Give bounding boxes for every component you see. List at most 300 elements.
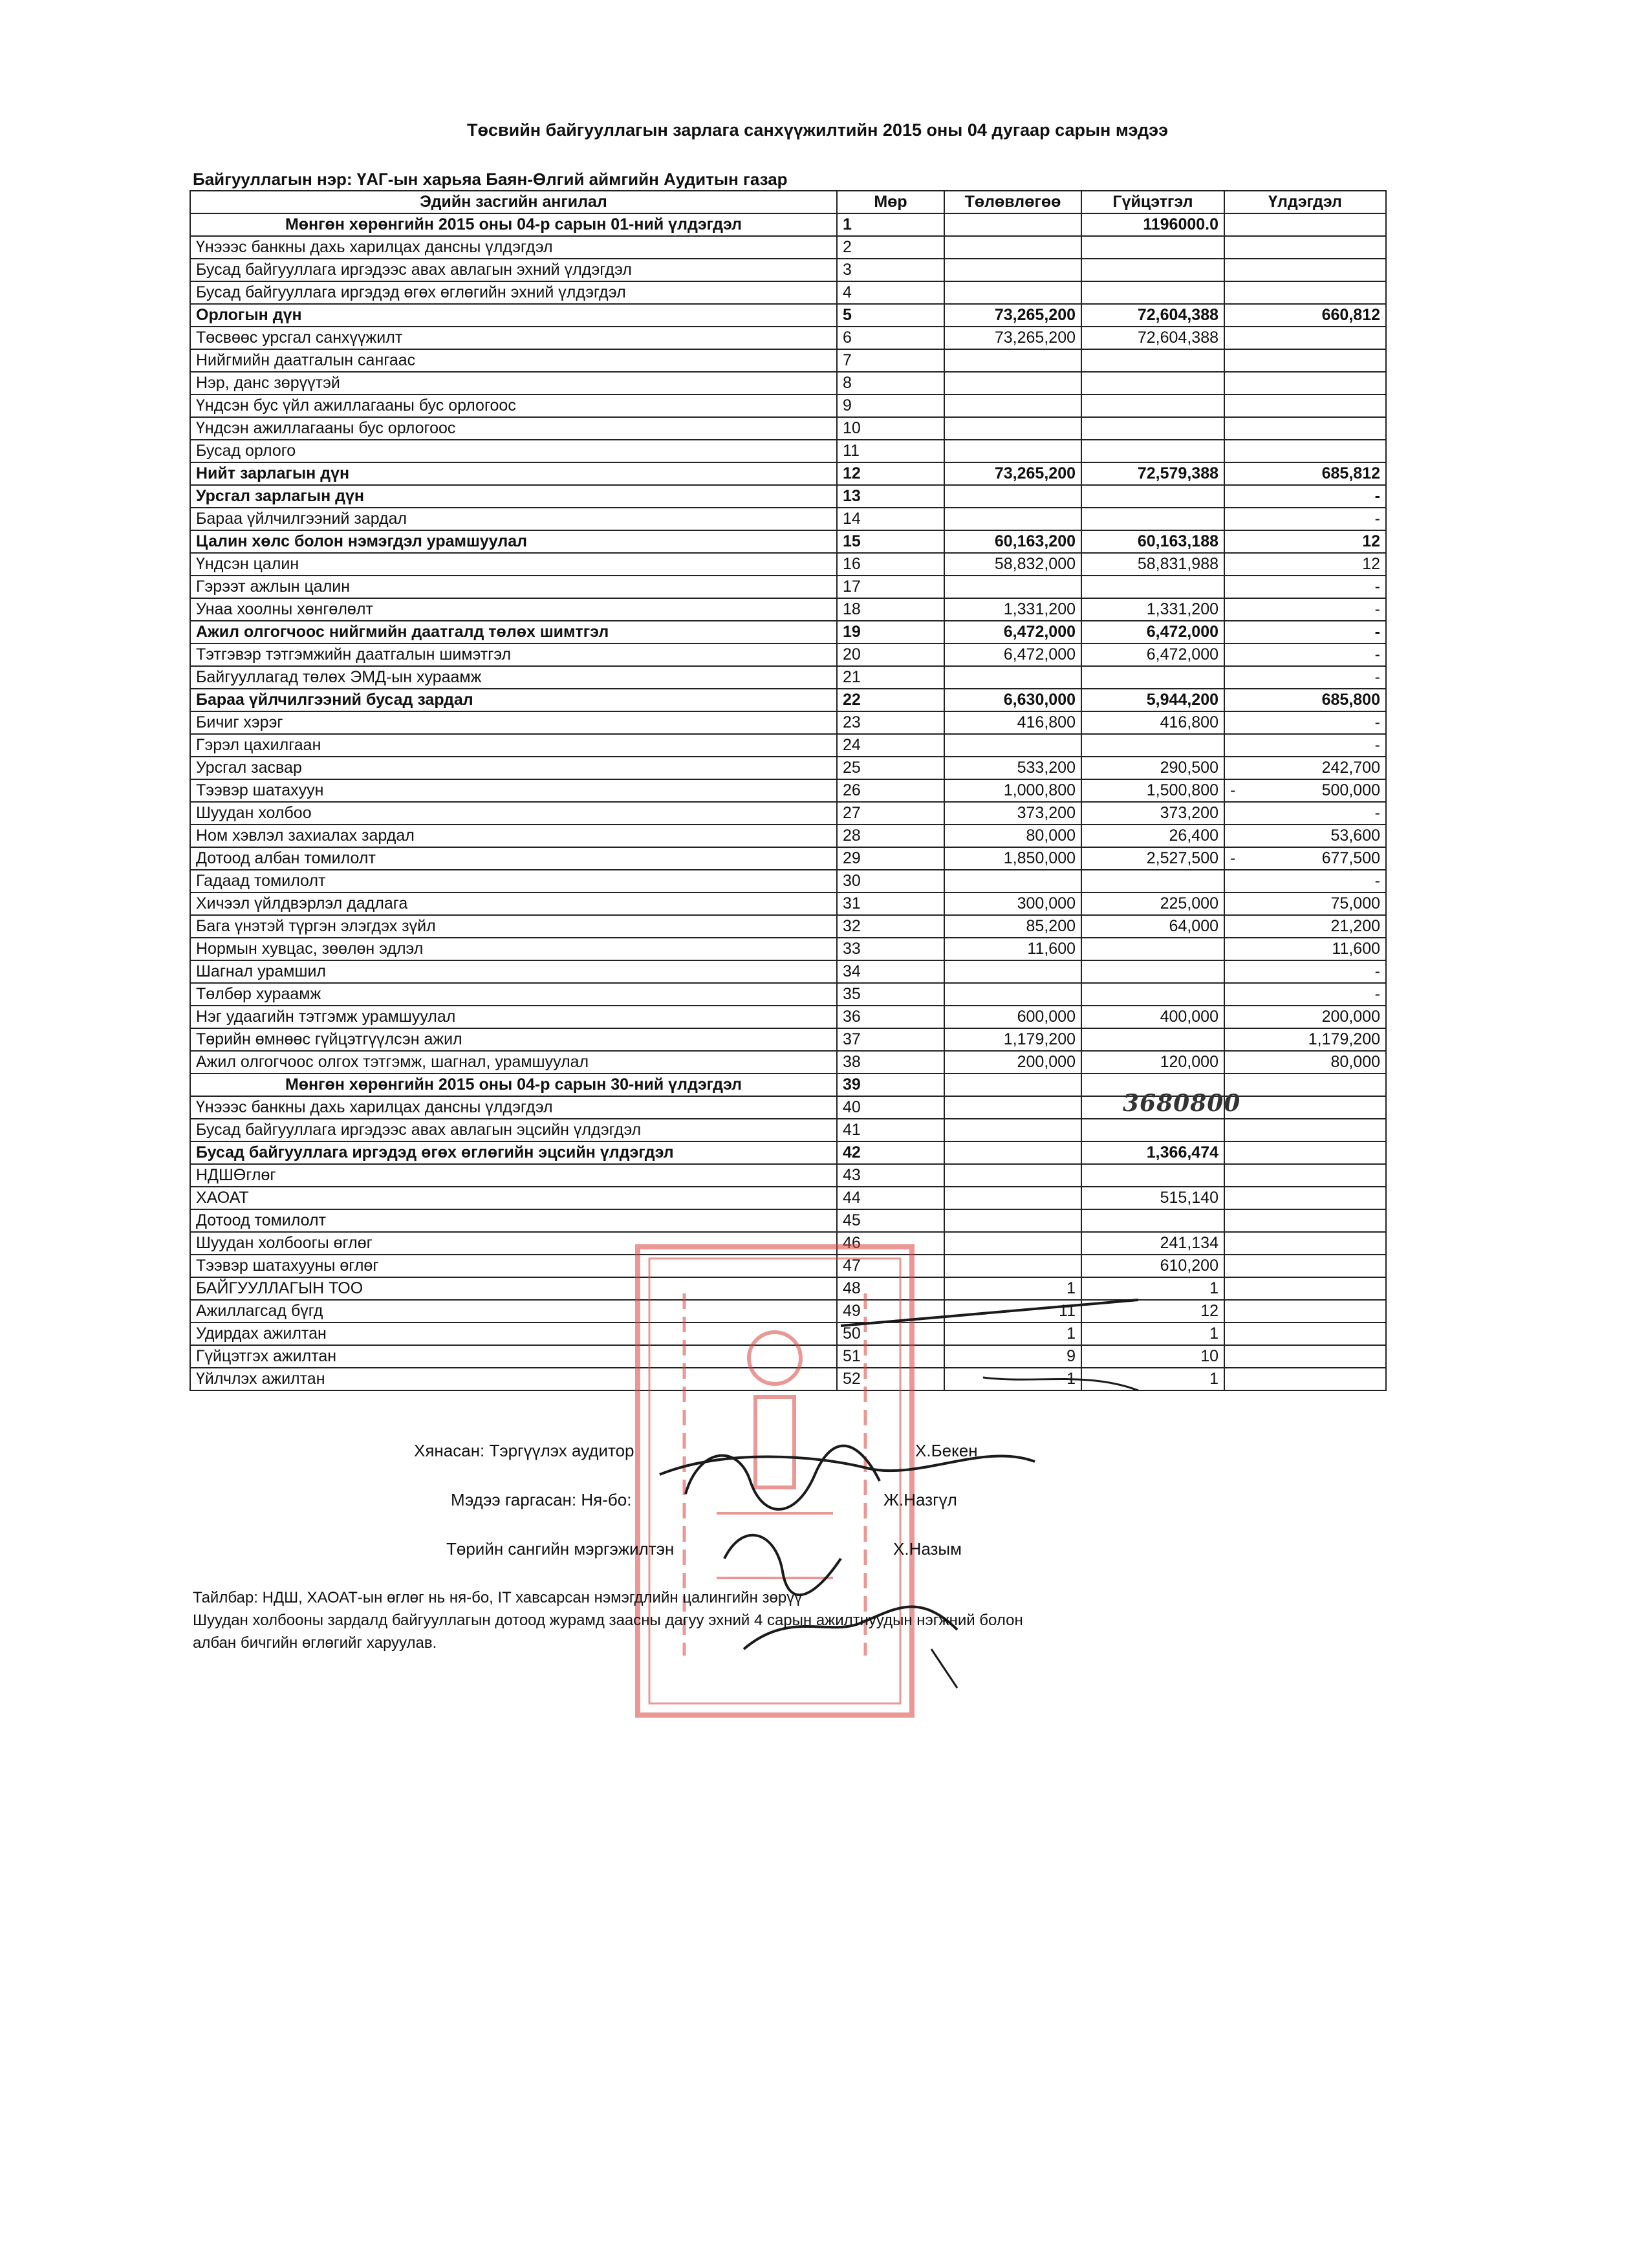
header-plan: Төлөвлөгөө — [944, 191, 1081, 213]
plan-value: 6,472,000 — [944, 621, 1081, 643]
row-label: Урсгал засвар — [190, 757, 837, 779]
balance-cell — [1224, 825, 1386, 847]
balance-cell — [1224, 1141, 1386, 1164]
actual-value: 1196000.0 — [1081, 213, 1224, 236]
plan-value: 73,265,200 — [944, 462, 1081, 485]
reviewer-name: Х.Бекен — [915, 1441, 978, 1460]
table-row — [190, 1006, 1386, 1028]
table-row — [190, 847, 1386, 870]
balance-value: 21,200 — [1330, 917, 1380, 935]
balance-cell — [1224, 938, 1386, 960]
row-label: Ном хэвлэл захиалах зардал — [190, 825, 837, 847]
actual-value — [1081, 1209, 1224, 1232]
plan-value — [944, 259, 1081, 281]
plan-value: 6,630,000 — [944, 689, 1081, 711]
plan-value: 1 — [944, 1277, 1081, 1300]
actual-value — [1081, 508, 1224, 530]
actual-value — [1081, 576, 1224, 598]
table-row — [190, 938, 1386, 960]
negative-sign: - — [1230, 781, 1236, 799]
balance-value: - — [1374, 487, 1380, 505]
actual-value: 72,604,388 — [1081, 304, 1224, 327]
row-number: 28 — [837, 825, 944, 847]
table-row — [190, 983, 1386, 1006]
actual-value — [1081, 485, 1224, 508]
table-row — [190, 734, 1386, 757]
row-number: 47 — [837, 1255, 944, 1277]
row-label: Бусад байгууллага иргэдээс авах авлагын эхний үлдэгдэл — [190, 259, 837, 281]
treasury-role: Төрийн сангийн мэргэжилтэн — [446, 1539, 675, 1559]
table-row — [190, 236, 1386, 259]
balance-cell — [1224, 711, 1386, 734]
accountant-name: Ж.Назгүл — [883, 1490, 957, 1509]
actual-value — [1081, 281, 1224, 304]
balance-value: 11,600 — [1332, 940, 1380, 958]
actual-value: 72,579,388 — [1081, 462, 1224, 485]
row-label: Үндсэн ажиллагааны бус орлогоос — [190, 417, 837, 440]
actual-value: 225,000 — [1081, 892, 1224, 915]
report-title: Төсвийн байгууллагын зарлага санхүүжилтийн 2015 оны 04 дугаар сарын мэдээ — [467, 120, 1168, 140]
row-label: Байгууллагад төлөх ЭМД-ын хураамж — [190, 666, 837, 689]
plan-value: 1,331,200 — [944, 598, 1081, 621]
table-row — [190, 621, 1386, 643]
plan-value — [944, 508, 1081, 530]
actual-value: 400,000 — [1081, 1006, 1224, 1028]
row-number: 19 — [837, 621, 944, 643]
table-row — [190, 349, 1386, 372]
plan-value — [944, 417, 1081, 440]
row-number: 9 — [837, 394, 944, 417]
actual-value: 1 — [1081, 1277, 1224, 1300]
plan-value — [944, 1141, 1081, 1164]
balance-cell — [1224, 553, 1386, 576]
table-header-row — [190, 191, 1386, 213]
row-label: Ажил олгогчоос олгох тэтгэмж, шагнал, урамшуулал — [190, 1051, 837, 1074]
row-label: Ажиллагсад бүгд — [190, 1300, 837, 1323]
row-number: 38 — [837, 1051, 944, 1074]
actual-value: 241,134 — [1081, 1232, 1224, 1255]
row-number: 10 — [837, 417, 944, 440]
table-row — [190, 802, 1386, 825]
balance-value: 242,700 — [1321, 759, 1380, 777]
row-label: Бусад байгууллага иргэдээс авах авлагын эцсийн үлдэгдэл — [190, 1119, 837, 1141]
plan-value: 73,265,200 — [944, 327, 1081, 349]
row-label: Үнэээс банкны дахь харилцах дансны үлдэгдэл — [190, 1096, 837, 1119]
row-label: Үнэээс банкны дахь харилцах дансны үлдэгдэл — [190, 236, 837, 259]
plan-value — [944, 349, 1081, 372]
balance-value: - — [1374, 600, 1380, 618]
row-label: Шагнал урамшил — [190, 960, 837, 983]
balance-cell — [1224, 734, 1386, 757]
actual-value — [1081, 236, 1224, 259]
balance-value: 677,500 — [1321, 849, 1380, 867]
balance-value: 12 — [1362, 555, 1380, 573]
actual-value: 120,000 — [1081, 1051, 1224, 1074]
row-label: Нэг удаагийн тэтгэмж урамшуулал — [190, 1006, 837, 1028]
balance-cell — [1224, 1187, 1386, 1209]
table-body — [190, 213, 1386, 1390]
plan-value: 9 — [944, 1345, 1081, 1368]
balance-cell — [1224, 259, 1386, 281]
plan-value — [944, 1074, 1081, 1096]
balance-value: 685,800 — [1321, 691, 1380, 709]
plan-value — [944, 281, 1081, 304]
row-number: 44 — [837, 1187, 944, 1209]
plan-value — [944, 576, 1081, 598]
row-number: 34 — [837, 960, 944, 983]
row-number: 17 — [837, 576, 944, 598]
actual-value: 290,500 — [1081, 757, 1224, 779]
row-label: Тээвэр шатахууны өглөг — [190, 1255, 837, 1277]
row-label: Бараа үйлчилгээний бусад зардал — [190, 689, 837, 711]
row-number: 42 — [837, 1141, 944, 1164]
actual-value: 5,944,200 — [1081, 689, 1224, 711]
header-category: Эдийн засгийн ангилал — [190, 191, 837, 213]
row-number: 3 — [837, 259, 944, 281]
actual-value: 26,400 — [1081, 825, 1224, 847]
balance-cell — [1224, 1255, 1386, 1277]
row-number: 52 — [837, 1368, 944, 1390]
balance-cell — [1224, 666, 1386, 689]
table-row — [190, 892, 1386, 915]
balance-value: 500,000 — [1321, 781, 1380, 799]
row-number: 41 — [837, 1119, 944, 1141]
actual-value: 1,366,474 — [1081, 1141, 1224, 1164]
row-label: Бага үнэтэй түргэн элэгдэх зүйл — [190, 915, 837, 938]
actual-value — [1081, 417, 1224, 440]
table-row — [190, 915, 1386, 938]
row-label: Хичээл үйлдвэрлэл дадлага — [190, 892, 837, 915]
row-label: Гүйцэтгэх ажилтан — [190, 1345, 837, 1368]
balance-value: - — [1374, 962, 1380, 980]
row-label: Төлбөр хураамж — [190, 983, 837, 1006]
row-number: 21 — [837, 666, 944, 689]
row-number: 37 — [837, 1028, 944, 1051]
balance-cell — [1224, 779, 1386, 802]
row-label: Гэрэл цахилгаан — [190, 734, 837, 757]
plan-value: 1,000,800 — [944, 779, 1081, 802]
balance-value: - — [1374, 668, 1380, 686]
balance-value: - — [1374, 645, 1380, 664]
row-number: 32 — [837, 915, 944, 938]
row-number: 46 — [837, 1232, 944, 1255]
plan-value: 60,163,200 — [944, 530, 1081, 553]
row-number: 35 — [837, 983, 944, 1006]
actual-value: 72,604,388 — [1081, 327, 1224, 349]
table-row — [190, 1164, 1386, 1187]
table-row — [190, 666, 1386, 689]
balance-cell — [1224, 983, 1386, 1006]
header-balance: Үлдэгдэл — [1224, 191, 1386, 213]
table-row — [190, 553, 1386, 576]
row-number: 51 — [837, 1345, 944, 1368]
balance-cell — [1224, 576, 1386, 598]
plan-value: 600,000 — [944, 1006, 1081, 1028]
balance-cell — [1224, 1277, 1386, 1300]
row-number: 12 — [837, 462, 944, 485]
balance-cell — [1224, 440, 1386, 462]
row-number: 48 — [837, 1277, 944, 1300]
balance-cell — [1224, 485, 1386, 508]
table-row — [190, 643, 1386, 666]
plan-value: 11,600 — [944, 938, 1081, 960]
row-label: Шуудан холбоогы өглөг — [190, 1232, 837, 1255]
row-label: Шуудан холбоо — [190, 802, 837, 825]
table-row — [190, 1028, 1386, 1051]
table-row — [190, 304, 1386, 327]
table-row — [190, 530, 1386, 553]
balance-cell — [1224, 236, 1386, 259]
row-number: 31 — [837, 892, 944, 915]
row-number: 2 — [837, 236, 944, 259]
table-row — [190, 598, 1386, 621]
actual-value: 373,200 — [1081, 802, 1224, 825]
accountant-role: Мэдээ гаргасан: Ня-бо: — [451, 1490, 632, 1509]
table-row — [190, 327, 1386, 349]
balance-value: - — [1374, 736, 1380, 754]
table-row — [190, 372, 1386, 394]
plan-value: 1,179,200 — [944, 1028, 1081, 1051]
row-number: 15 — [837, 530, 944, 553]
balance-cell — [1224, 1345, 1386, 1368]
organization-name: Байгууллагын нэр: ҮАГ-ын харьяа Баян-Өлгий аймгийн Аудитын газар — [193, 169, 788, 189]
table-row — [190, 1051, 1386, 1074]
plan-value: 300,000 — [944, 892, 1081, 915]
balance-cell — [1224, 530, 1386, 553]
actual-value — [1081, 349, 1224, 372]
balance-cell — [1224, 802, 1386, 825]
actual-value: 2,527,500 — [1081, 847, 1224, 870]
actual-value: 10 — [1081, 1345, 1224, 1368]
balance-cell — [1224, 598, 1386, 621]
balance-cell — [1224, 892, 1386, 915]
plan-value: 1,850,000 — [944, 847, 1081, 870]
plan-value — [944, 485, 1081, 508]
table-row — [190, 394, 1386, 417]
table-row — [190, 779, 1386, 802]
balance-cell — [1224, 417, 1386, 440]
plan-value — [944, 1232, 1081, 1255]
balance-value: 200,000 — [1321, 1008, 1380, 1026]
balance-cell — [1224, 1209, 1386, 1232]
balance-cell — [1224, 327, 1386, 349]
row-number: 39 — [837, 1074, 944, 1096]
balance-value: 75,000 — [1330, 894, 1380, 913]
row-number: 23 — [837, 711, 944, 734]
balance-cell — [1224, 508, 1386, 530]
row-number: 29 — [837, 847, 944, 870]
row-number: 26 — [837, 779, 944, 802]
actual-value — [1081, 372, 1224, 394]
balance-cell — [1224, 462, 1386, 485]
row-number: 5 — [837, 304, 944, 327]
actual-value — [1081, 1028, 1224, 1051]
row-label: Дотоод албан томилолт — [190, 847, 837, 870]
plan-value — [944, 213, 1081, 236]
balance-cell — [1224, 870, 1386, 892]
actual-value: 60,163,188 — [1081, 530, 1224, 553]
row-label: Тээвэр шатахуун — [190, 779, 837, 802]
row-number: 18 — [837, 598, 944, 621]
handwritten-balance: 3680800 — [1123, 1090, 1241, 1117]
plan-value: 1 — [944, 1323, 1081, 1345]
row-label: Бараа үйлчилгээний зардал — [190, 508, 837, 530]
row-label: Нийгмийн даатгалын сангаас — [190, 349, 837, 372]
header-row-number: Мөр — [837, 191, 944, 213]
plan-value — [944, 734, 1081, 757]
balance-value: 660,812 — [1321, 306, 1380, 324]
actual-value: 12 — [1081, 1300, 1224, 1323]
plan-value — [944, 440, 1081, 462]
actual-value — [1081, 960, 1224, 983]
plan-value — [944, 870, 1081, 892]
balance-cell — [1224, 1096, 1386, 1119]
row-label: Төсвөөс урсгал санхүүжилт — [190, 327, 837, 349]
table-row — [190, 508, 1386, 530]
table-row — [190, 1187, 1386, 1209]
row-label: Мөнгөн хөрөнгийн 2015 оны 04-р сарын 30-ний үлдэгдэл — [190, 1074, 837, 1096]
row-number: 22 — [837, 689, 944, 711]
row-number: 4 — [837, 281, 944, 304]
plan-value: 6,472,000 — [944, 643, 1081, 666]
balance-cell — [1224, 757, 1386, 779]
actual-value: 6,472,000 — [1081, 643, 1224, 666]
actual-value — [1081, 938, 1224, 960]
balance-value: - — [1374, 872, 1380, 890]
actual-value — [1081, 1164, 1224, 1187]
balance-value: 53,600 — [1330, 826, 1380, 845]
row-label: Гадаад томилолт — [190, 870, 837, 892]
row-number: 7 — [837, 349, 944, 372]
row-label: Нэр, данс зөрүүтэй — [190, 372, 837, 394]
balance-cell — [1224, 1368, 1386, 1390]
actual-value: 1 — [1081, 1368, 1224, 1390]
balance-value: 12 — [1362, 532, 1380, 550]
plan-value — [944, 960, 1081, 983]
plan-value — [944, 1255, 1081, 1277]
actual-value: 6,472,000 — [1081, 621, 1224, 643]
table-row — [190, 576, 1386, 598]
table-row — [190, 1119, 1386, 1141]
table-row — [190, 689, 1386, 711]
plan-value — [944, 1119, 1081, 1141]
row-label: Бусад байгууллага иргэдэд өгөх өглөгийн эхний үлдэгдэл — [190, 281, 837, 304]
balance-cell — [1224, 1300, 1386, 1323]
balance-cell — [1224, 1119, 1386, 1141]
row-number: 1 — [837, 213, 944, 236]
actual-value — [1081, 734, 1224, 757]
row-label: Бусад байгууллага иргэдэд өгөх өглөгийн эцсийн үлдэгдэл — [190, 1141, 837, 1164]
table-row — [190, 417, 1386, 440]
actual-value — [1081, 259, 1224, 281]
table-row — [190, 213, 1386, 236]
actual-value: 416,800 — [1081, 711, 1224, 734]
balance-cell — [1224, 1164, 1386, 1187]
row-label: Үйлчлэх ажилтан — [190, 1368, 837, 1390]
table-row — [190, 870, 1386, 892]
actual-value: 610,200 — [1081, 1255, 1224, 1277]
negative-sign: - — [1230, 849, 1236, 867]
balance-value: - — [1374, 623, 1380, 641]
balance-value: - — [1374, 713, 1380, 731]
row-number: 50 — [837, 1323, 944, 1345]
row-number: 36 — [837, 1006, 944, 1028]
row-label: Орлогын дүн — [190, 304, 837, 327]
note-line-1: Тайлбар: НДШ, ХАОАТ-ын өглөг нь ня-бо, IT хавсарсан нэмэгдлийн цалингийн зөрүү — [193, 1589, 803, 1606]
report-table — [189, 190, 1387, 1391]
row-label: Үндсэн бус үйл ажиллагааны бус орлогоос — [190, 394, 837, 417]
actual-value — [1081, 983, 1224, 1006]
row-label: НДШӨглөг — [190, 1164, 837, 1187]
actual-value: 64,000 — [1081, 915, 1224, 938]
balance-value: - — [1374, 804, 1380, 822]
plan-value — [944, 394, 1081, 417]
table-row — [190, 440, 1386, 462]
reviewer-role: Хянасан: Тэргүүлэх аудитор — [414, 1441, 634, 1460]
treasury-name: Х.Назым — [893, 1539, 962, 1559]
header-actual: Гүйцэтгэл — [1081, 191, 1224, 213]
actual-value — [1081, 394, 1224, 417]
row-label: Нийт зарлагын дүн — [190, 462, 837, 485]
balance-value: - — [1374, 510, 1380, 528]
row-number: 14 — [837, 508, 944, 530]
balance-value: - — [1374, 578, 1380, 596]
table-row — [190, 757, 1386, 779]
table-row — [190, 960, 1386, 983]
plan-value: 200,000 — [944, 1051, 1081, 1074]
actual-value — [1081, 870, 1224, 892]
balance-value: - — [1374, 985, 1380, 1003]
plan-value: 73,265,200 — [944, 304, 1081, 327]
plan-value: 416,800 — [944, 711, 1081, 734]
plan-value: 11 — [944, 1300, 1081, 1323]
balance-value: 1,179,200 — [1308, 1030, 1380, 1048]
balance-value: 685,812 — [1321, 464, 1380, 482]
row-number: 16 — [837, 553, 944, 576]
row-number: 43 — [837, 1164, 944, 1187]
balance-cell — [1224, 349, 1386, 372]
plan-value — [944, 983, 1081, 1006]
balance-cell — [1224, 304, 1386, 327]
plan-value: 85,200 — [944, 915, 1081, 938]
balance-cell — [1224, 689, 1386, 711]
row-label: Нормын хувцас, зөөлөн эдлэл — [190, 938, 837, 960]
balance-cell — [1224, 847, 1386, 870]
table-row — [190, 711, 1386, 734]
table-row — [190, 259, 1386, 281]
balance-cell — [1224, 281, 1386, 304]
actual-value: 58,831,988 — [1081, 553, 1224, 576]
balance-cell — [1224, 915, 1386, 938]
balance-cell — [1224, 1006, 1386, 1028]
actual-value — [1081, 666, 1224, 689]
actual-value — [1081, 440, 1224, 462]
row-label: Гэрээт ажлын цалин — [190, 576, 837, 598]
row-number: 49 — [837, 1300, 944, 1323]
row-label: Бусад орлого — [190, 440, 837, 462]
balance-cell — [1224, 213, 1386, 236]
row-number: 8 — [837, 372, 944, 394]
balance-cell — [1224, 394, 1386, 417]
row-label: Ажил олгогчоос нийгмийн даатгалд төлөх шимтгэл — [190, 621, 837, 643]
row-number: 24 — [837, 734, 944, 757]
row-label: Цалин хөлс болон нэмэгдэл урамшуулал — [190, 530, 837, 553]
row-number: 27 — [837, 802, 944, 825]
row-label: Үндсэн цалин — [190, 553, 837, 576]
table-row — [190, 1209, 1386, 1232]
row-label: Дотоод томилолт — [190, 1209, 837, 1232]
actual-value: 1,500,800 — [1081, 779, 1224, 802]
